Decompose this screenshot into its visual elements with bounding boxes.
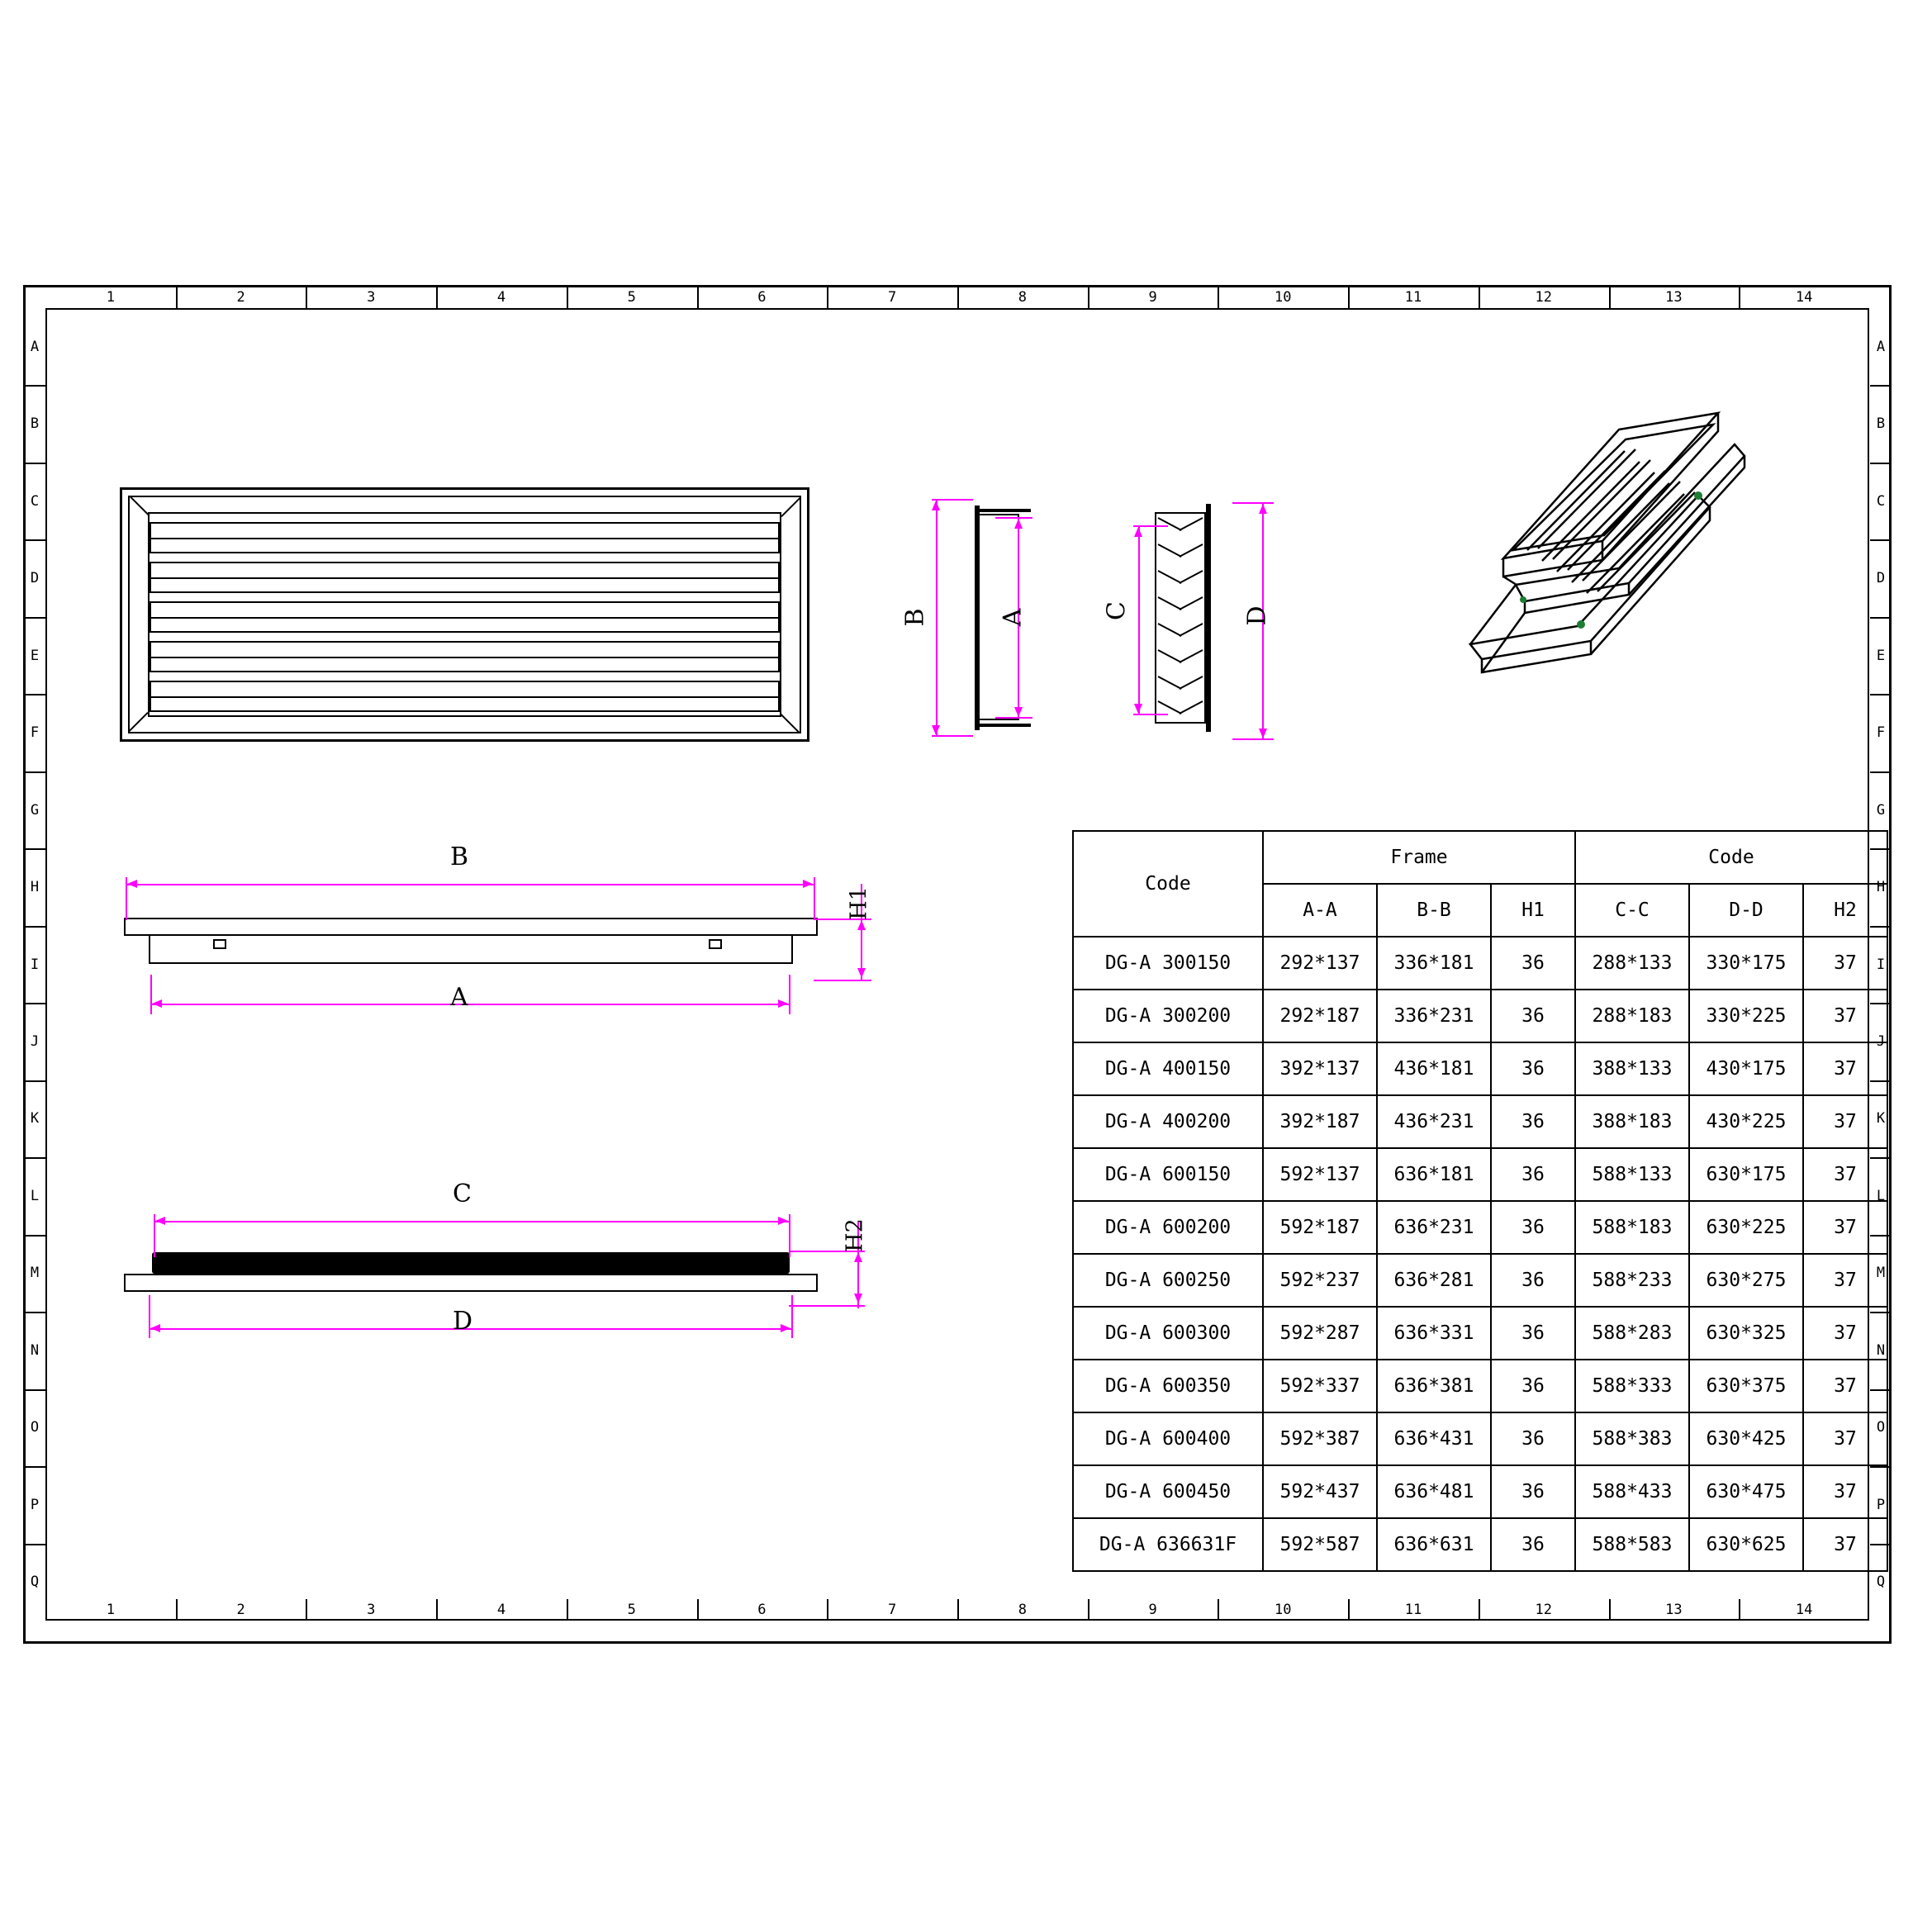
th-code: Code — [1073, 831, 1263, 937]
grid-tick-9: 9 — [1148, 1602, 1157, 1618]
dim-arrow-side-d-left — [150, 1324, 160, 1332]
dim-line-b — [936, 499, 938, 737]
cell-cc: 288*183 — [1575, 990, 1689, 1042]
grid-divider — [176, 1599, 178, 1621]
grid-tick-P: P — [30, 1496, 40, 1513]
cell-bb: 436*231 — [1377, 1095, 1491, 1148]
cell-code: DG-A 600350 — [1073, 1360, 1263, 1412]
grid-tick-4: 4 — [496, 289, 506, 306]
grid-tick-K: K — [30, 1110, 40, 1127]
grid-tick-7: 7 — [888, 289, 897, 306]
cell-bb: 636*281 — [1377, 1254, 1491, 1307]
grid-divider — [24, 848, 45, 850]
side-top-flange — [124, 918, 818, 936]
grid-tick-8: 8 — [1018, 1602, 1027, 1618]
cell-cc: 588*583 — [1575, 1518, 1689, 1571]
dim-tick-h1-bottom — [814, 980, 871, 981]
grid-divider — [1348, 287, 1350, 308]
grid-tick-D: D — [1876, 570, 1886, 587]
grid-ticks-top — [45, 287, 1869, 308]
grid-tick-I: I — [30, 956, 40, 973]
th-aa: A-A — [1263, 884, 1377, 937]
cell-dd: 630*275 — [1689, 1254, 1803, 1307]
section-aa-lip-bottom — [980, 724, 1031, 727]
dim-tick-h2-bottom — [789, 1305, 865, 1307]
dim-arrow-d-bottom — [1259, 729, 1267, 738]
cell-dd: 330*175 — [1689, 937, 1803, 990]
grid-tick-11: 11 — [1404, 289, 1422, 306]
cell-dd: 630*625 — [1689, 1518, 1803, 1571]
grid-divider — [1870, 539, 1892, 541]
chevron-blade — [1156, 596, 1204, 621]
grid-tick-14: 14 — [1795, 1602, 1813, 1618]
cell-dd: 430*225 — [1689, 1095, 1803, 1148]
dim-arrow-a-bottom — [1014, 707, 1023, 717]
louver-blade — [150, 681, 780, 712]
th-cc: C-C — [1575, 884, 1689, 937]
dim-label-b: B — [900, 608, 930, 627]
grid-tick-10: 10 — [1275, 1602, 1292, 1618]
cell-aa: 392*187 — [1263, 1095, 1377, 1148]
chevron-blade — [1156, 623, 1204, 648]
mounting-clip — [709, 939, 722, 949]
cell-code: DG-A 636631F — [1073, 1518, 1263, 1571]
grid-tick-N: N — [30, 1341, 40, 1359]
cell-h1: 36 — [1491, 1148, 1575, 1201]
dim-label-side-a: A — [450, 983, 468, 1012]
dim-line-side-c — [154, 1221, 790, 1222]
grid-tick-E: E — [30, 647, 40, 664]
cell-aa: 592*187 — [1263, 1201, 1377, 1254]
dim-tick-d-bottom — [1232, 738, 1274, 740]
dim-arrow-side-a-right — [778, 999, 788, 1008]
cell-code: DG-A 600250 — [1073, 1254, 1263, 1307]
cell-h2: 37 — [1803, 1148, 1887, 1201]
grid-tick-1: 1 — [106, 1602, 115, 1618]
dim-arrow-b-bottom — [932, 725, 940, 735]
cell-cc: 288*133 — [1575, 937, 1689, 990]
cell-h1: 36 — [1491, 1518, 1575, 1571]
cell-cc: 588*183 — [1575, 1201, 1689, 1254]
grid-divider — [24, 539, 45, 541]
grid-tick-L: L — [30, 1187, 40, 1204]
grid-divider — [827, 287, 828, 308]
dim-tick-b-bottom — [932, 735, 973, 737]
table-row — [1073, 990, 1887, 1042]
grid-tick-I: I — [1876, 956, 1886, 973]
grid-tick-B: B — [1876, 415, 1886, 433]
table-row — [1073, 1518, 1887, 1571]
grid-tick-4: 4 — [496, 1602, 506, 1618]
cell-bb: 636*331 — [1377, 1307, 1491, 1360]
grid-tick-13: 13 — [1665, 1602, 1683, 1618]
grid-divider — [24, 1466, 45, 1468]
grid-divider — [24, 617, 45, 619]
grid-divider — [957, 287, 959, 308]
grid-divider — [1870, 463, 1892, 464]
grid-divider — [1609, 287, 1611, 308]
cell-h1: 36 — [1491, 1412, 1575, 1465]
grid-divider — [24, 1544, 45, 1545]
cell-aa: 592*437 — [1263, 1465, 1377, 1518]
grid-tick-6: 6 — [757, 1602, 767, 1618]
cell-h2: 37 — [1803, 1095, 1887, 1148]
grid-divider — [1218, 1599, 1219, 1621]
grid-divider — [1870, 771, 1892, 773]
grid-tick-H: H — [30, 879, 40, 896]
cell-h1: 36 — [1491, 1095, 1575, 1148]
grid-divider — [567, 287, 568, 308]
grid-tick-2: 2 — [236, 289, 245, 306]
side-bottom-blade-pack — [152, 1252, 790, 1274]
grid-divider — [436, 1599, 438, 1621]
grid-divider — [176, 287, 178, 308]
grid-divider — [24, 926, 45, 928]
th-h1: H1 — [1491, 884, 1575, 937]
table-row — [1073, 1042, 1887, 1095]
cell-bb: 336*181 — [1377, 937, 1491, 990]
cell-bb: 636*481 — [1377, 1465, 1491, 1518]
grid-tick-N: N — [1876, 1341, 1886, 1359]
cell-h2: 37 — [1803, 1518, 1887, 1571]
cell-cc: 588*383 — [1575, 1412, 1689, 1465]
dim-line-c — [1138, 525, 1140, 715]
table-row — [1073, 1360, 1887, 1412]
grid-divider — [1739, 287, 1740, 308]
cell-h2: 37 — [1803, 1412, 1887, 1465]
grid-tick-10: 10 — [1275, 289, 1292, 306]
cell-dd: 430*175 — [1689, 1042, 1803, 1095]
grid-tick-5: 5 — [627, 1602, 636, 1618]
grid-divider — [957, 1599, 959, 1621]
grid-tick-11: 11 — [1404, 1602, 1422, 1618]
grid-tick-P: P — [1876, 1496, 1886, 1513]
table-row — [1073, 1254, 1887, 1307]
grid-tick-B: B — [30, 415, 40, 433]
table-row — [1073, 1095, 1887, 1148]
grid-tick-K: K — [1876, 1110, 1886, 1127]
grid-divider — [1088, 287, 1089, 308]
cell-aa: 592*587 — [1263, 1518, 1377, 1571]
screw-marker — [1577, 620, 1585, 629]
cell-aa: 592*387 — [1263, 1412, 1377, 1465]
chevron-blade — [1156, 700, 1204, 725]
grid-tick-A: A — [1876, 338, 1886, 355]
cell-code: DG-A 400200 — [1073, 1095, 1263, 1148]
grid-tick-L: L — [1876, 1187, 1886, 1204]
specification-table — [1072, 830, 1888, 1572]
cell-code: DG-A 600300 — [1073, 1307, 1263, 1360]
cell-h2: 37 — [1803, 937, 1887, 990]
grid-tick-1: 1 — [106, 289, 115, 306]
cell-dd: 630*225 — [1689, 1201, 1803, 1254]
dim-tick-a-bottom — [995, 717, 1032, 719]
grid-tick-C: C — [30, 492, 40, 510]
louver-blade — [150, 522, 780, 553]
cell-aa: 592*237 — [1263, 1254, 1377, 1307]
th-code2: Code — [1575, 831, 1887, 884]
cell-aa: 292*137 — [1263, 937, 1377, 990]
cell-h1: 36 — [1491, 990, 1575, 1042]
cell-cc: 388*183 — [1575, 1095, 1689, 1148]
cell-code: DG-A 600150 — [1073, 1148, 1263, 1201]
cell-code: DG-A 300150 — [1073, 937, 1263, 990]
dim-arrow-side-b-left — [127, 880, 137, 888]
cell-h2: 37 — [1803, 1042, 1887, 1095]
grid-tick-12: 12 — [1535, 289, 1552, 306]
grid-divider — [1739, 1599, 1740, 1621]
cell-dd: 630*325 — [1689, 1307, 1803, 1360]
cell-code: DG-A 300200 — [1073, 990, 1263, 1042]
cell-aa: 592*337 — [1263, 1360, 1377, 1412]
cell-aa: 292*187 — [1263, 990, 1377, 1042]
cell-h2: 37 — [1803, 1201, 1887, 1254]
grid-tick-3: 3 — [367, 1602, 376, 1618]
grid-tick-O: O — [1876, 1419, 1886, 1436]
cell-code: DG-A 400150 — [1073, 1042, 1263, 1095]
th-h2: H2 — [1803, 884, 1887, 937]
grid-tick-M: M — [30, 1265, 40, 1282]
cell-dd: 630*175 — [1689, 1148, 1803, 1201]
cell-code: DG-A 600200 — [1073, 1201, 1263, 1254]
grid-divider — [24, 1312, 45, 1313]
front-view-louver — [120, 487, 809, 742]
th-dd: D-D — [1689, 884, 1803, 937]
cell-cc: 588*233 — [1575, 1254, 1689, 1307]
grid-divider — [1348, 1599, 1350, 1621]
dim-label-h2: H2 — [842, 1218, 868, 1252]
grid-tick-2: 2 — [236, 1602, 245, 1618]
side-top-neck — [149, 936, 793, 964]
dim-arrow-b-top — [932, 501, 940, 510]
dim-arrow-a-top — [1014, 519, 1023, 529]
cell-aa: 392*137 — [1263, 1042, 1377, 1095]
grid-divider — [697, 1599, 699, 1621]
grid-divider — [24, 1235, 45, 1237]
dim-arrow-side-a-left — [152, 999, 162, 1008]
cell-h1: 36 — [1491, 1465, 1575, 1518]
grid-divider — [1218, 287, 1219, 308]
grid-tick-O: O — [30, 1419, 40, 1436]
section-aa-lip-top — [980, 509, 1031, 512]
isometric-view — [1371, 396, 1867, 727]
table-row — [1073, 1465, 1887, 1518]
side-elevation-top — [124, 896, 818, 1004]
cell-cc: 588*333 — [1575, 1360, 1689, 1412]
cell-dd: 630*475 — [1689, 1465, 1803, 1518]
grid-divider — [306, 1599, 307, 1621]
grid-tick-A: A — [30, 338, 40, 355]
dim-label-a: A — [998, 608, 1028, 627]
cell-code: DG-A 600450 — [1073, 1465, 1263, 1518]
cell-dd: 630*425 — [1689, 1412, 1803, 1465]
dim-label-c: C — [1102, 601, 1132, 620]
dim-arrow-side-c-left — [155, 1217, 165, 1225]
mounting-clip — [213, 939, 226, 949]
screw-marker — [1520, 596, 1526, 603]
dim-tick-side-a-right — [789, 975, 790, 1014]
dim-arrow-h1-bottom — [857, 968, 866, 978]
grid-divider — [24, 1157, 45, 1159]
grid-tick-14: 14 — [1795, 289, 1813, 306]
cell-h1: 36 — [1491, 1307, 1575, 1360]
table-row — [1073, 1307, 1887, 1360]
cell-h1: 36 — [1491, 1042, 1575, 1095]
table-row — [1073, 1201, 1887, 1254]
chevron-blade — [1156, 649, 1204, 674]
grid-tick-E: E — [1876, 647, 1886, 664]
dim-tick-c-bottom — [1133, 714, 1168, 715]
cell-bb: 436*181 — [1377, 1042, 1491, 1095]
side-bottom-flange — [124, 1274, 818, 1292]
grid-tick-13: 13 — [1665, 289, 1683, 306]
cell-h2: 37 — [1803, 1254, 1887, 1307]
grid-tick-J: J — [30, 1032, 40, 1050]
grid-divider — [24, 463, 45, 464]
dim-arrow-side-c-right — [778, 1217, 788, 1225]
grid-tick-H: H — [1876, 879, 1886, 896]
isometric-svg — [1371, 396, 1867, 727]
grid-divider — [306, 287, 307, 308]
grid-divider — [827, 1599, 828, 1621]
grid-divider — [24, 694, 45, 695]
dim-arrow-d-top — [1259, 504, 1267, 514]
grid-tick-C: C — [1876, 492, 1886, 510]
cell-dd: 330*225 — [1689, 990, 1803, 1042]
grid-tick-G: G — [30, 801, 40, 819]
cell-cc: 588*433 — [1575, 1465, 1689, 1518]
dim-arrow-side-b-right — [803, 880, 813, 888]
grid-tick-F: F — [1876, 724, 1886, 742]
cell-h1: 36 — [1491, 937, 1575, 990]
section-view-aa — [925, 496, 1066, 739]
cell-bb: 636*231 — [1377, 1201, 1491, 1254]
cell-bb: 636*381 — [1377, 1360, 1491, 1412]
section-cc-flange — [1206, 504, 1211, 732]
cell-h1: 36 — [1491, 1201, 1575, 1254]
dim-arrow-c-top — [1134, 527, 1142, 537]
dim-label-side-b: B — [450, 843, 469, 871]
grid-divider — [697, 287, 699, 308]
grid-tick-J: J — [1876, 1032, 1886, 1050]
grid-tick-5: 5 — [627, 289, 636, 306]
dim-label-d: D — [1242, 605, 1272, 626]
dim-line-side-a — [150, 1004, 790, 1005]
dim-arrow-side-d-right — [781, 1324, 790, 1332]
cell-aa: 592*137 — [1263, 1148, 1377, 1201]
dim-label-side-c: C — [453, 1180, 472, 1208]
cell-bb: 636*181 — [1377, 1148, 1491, 1201]
chevron-blade — [1156, 517, 1204, 542]
grid-divider — [436, 287, 438, 308]
grid-tick-8: 8 — [1018, 289, 1027, 306]
cell-bb: 336*231 — [1377, 990, 1491, 1042]
grid-tick-12: 12 — [1535, 1602, 1552, 1618]
grid-divider — [1870, 617, 1892, 619]
grid-tick-G: G — [1876, 801, 1886, 819]
table-row — [1073, 1148, 1887, 1201]
cell-h2: 37 — [1803, 1360, 1887, 1412]
dim-line-side-b — [126, 884, 814, 885]
grid-ticks-left — [24, 308, 45, 1621]
louver-blade — [150, 601, 780, 633]
cell-code: DG-A 600400 — [1073, 1412, 1263, 1465]
cell-h1: 36 — [1491, 1254, 1575, 1307]
grid-divider — [24, 771, 45, 773]
cell-bb: 636*631 — [1377, 1518, 1491, 1571]
cell-h2: 37 — [1803, 1307, 1887, 1360]
grid-divider — [24, 1003, 45, 1004]
grid-divider — [1088, 1599, 1089, 1621]
grid-tick-Q: Q — [30, 1574, 40, 1591]
grid-divider — [24, 1389, 45, 1391]
grid-tick-6: 6 — [757, 289, 767, 306]
grid-tick-M: M — [1876, 1265, 1886, 1282]
table-body — [1073, 937, 1887, 1571]
grid-tick-Q: Q — [1876, 1574, 1886, 1591]
grid-divider — [24, 1080, 45, 1082]
cell-h2: 37 — [1803, 1465, 1887, 1518]
dim-tick-side-a-left — [150, 975, 152, 1014]
cell-dd: 630*375 — [1689, 1360, 1803, 1412]
grid-tick-3: 3 — [367, 289, 376, 306]
cell-h1: 36 — [1491, 1360, 1575, 1412]
th-frame: Frame — [1263, 831, 1575, 884]
grid-tick-F: F — [30, 724, 40, 742]
grid-divider — [1870, 694, 1892, 695]
grid-divider — [24, 385, 45, 387]
table-row — [1073, 1412, 1887, 1465]
grid-divider — [567, 1599, 568, 1621]
cell-h2: 37 — [1803, 990, 1887, 1042]
grid-divider — [1870, 385, 1892, 387]
dim-tick-d-top — [1232, 502, 1274, 504]
dim-arrow-h2-bottom — [854, 1294, 862, 1303]
cell-cc: 588*283 — [1575, 1307, 1689, 1360]
dim-label-h1: H1 — [846, 886, 872, 920]
grid-divider — [1609, 1599, 1611, 1621]
dim-tick-side-b-right — [814, 877, 815, 920]
dim-tick-side-d-right — [791, 1295, 793, 1338]
louver-blade — [150, 562, 780, 593]
screw-marker — [1694, 491, 1702, 500]
dim-label-side-d: D — [453, 1307, 473, 1336]
cell-aa: 592*287 — [1263, 1307, 1377, 1360]
table-header-group-row — [1073, 831, 1887, 884]
chevron-blade — [1156, 570, 1204, 595]
cell-cc: 588*133 — [1575, 1148, 1689, 1201]
dim-arrow-c-bottom — [1134, 704, 1142, 714]
grid-tick-7: 7 — [888, 1602, 897, 1618]
grid-divider — [1479, 287, 1480, 308]
grid-tick-D: D — [30, 570, 40, 587]
cell-bb: 636*431 — [1377, 1412, 1491, 1465]
table-row — [1073, 937, 1887, 990]
chevron-blade — [1156, 676, 1204, 700]
grid-divider — [1479, 1599, 1480, 1621]
cell-cc: 388*133 — [1575, 1042, 1689, 1095]
louver-blade — [150, 641, 780, 672]
grid-ticks-bottom — [45, 1599, 1869, 1621]
grid-tick-9: 9 — [1148, 289, 1157, 306]
th-bb: B-B — [1377, 884, 1491, 937]
chevron-blade — [1156, 544, 1204, 568]
